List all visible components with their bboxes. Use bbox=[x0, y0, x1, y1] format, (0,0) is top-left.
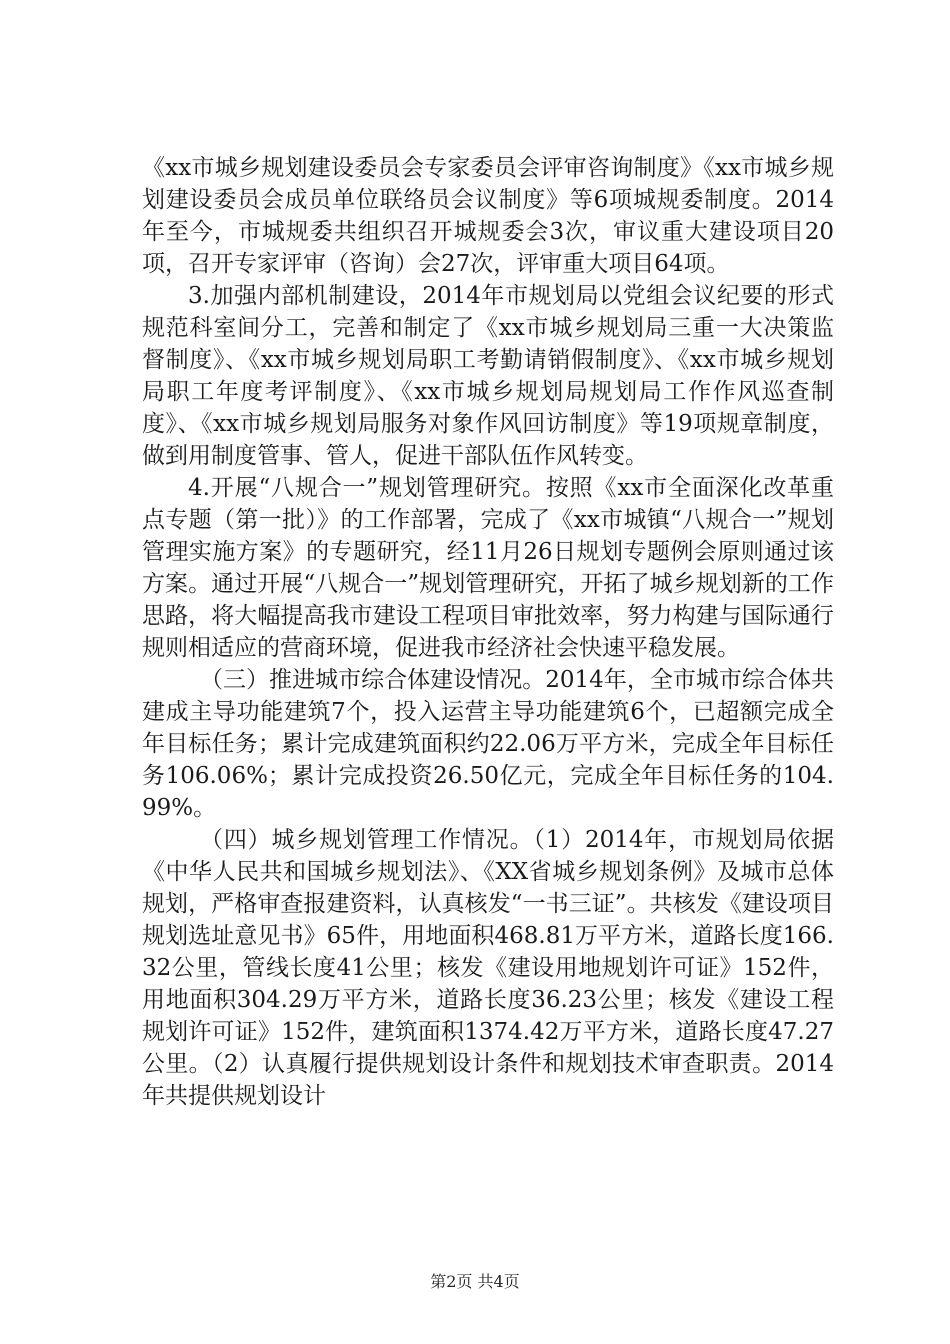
paragraph-item-4: 4.开展“八规合一”规划管理研究。按照《xx市全面深化改革重点专题（第一批）》的工作部署，完成了《xx市城镇“八规合一”规划管理实施方案》的专题研究，经11月26日规划专题例会原则通过该方案。通过开展“八规合一”规划管理研究，开拓了城乡规划新的工作思路，将大幅提高我市建设工程项目审批效率，努力构建与国际通行规则相适应的营商环境，促进我市经济社会快速平稳发展。 bbox=[142, 475, 834, 661]
paragraph-item-3: 3.加强内部机制建设，2014年市规划局以党组会议纪要的形式规范科室间分工，完善和制定了《xx市城乡规划局三重一大决策监督制度》、《xx市城乡规划局职工考勤请销假制度》、《xx市城乡规划局职工年度考评制度》、《xx市城乡规划局规划局工作作风巡查制度》、《xx市城乡规划局服务对象作风回访制度》等19项规章制度，做到用制度管事、管人，促进干部队伍作风转变。 bbox=[142, 283, 834, 469]
page-footer: 第2页 共4页 bbox=[430, 1272, 520, 1291]
paragraph-section-3: （三）推进城市综合体建设情况。2014年，全市城市综合体共建成主导功能建筑7个，投入运营主导功能建筑6个，已超额完成全年目标任务；累计完成建筑面积约22.06万平方米，完成全年目标任务106.06%；累计完成投资26.50亿元，完成全年目标任务的104.99%。 bbox=[142, 667, 834, 821]
document-body bbox=[142, 152, 834, 1112]
paragraph-continuation: 《xx市城乡规划建设委员会专家委员会评审咨询制度》《xx市城乡规划建设委员会成员单位联络员会议制度》等6项城规委制度。2014年至今，市城规委共组织召开城规委会3次，审议重大建设项目20项，召开专家评审（咨询）会27次，评审重大项目64项。 bbox=[142, 155, 834, 277]
paragraph-section-4: （四）城乡规划管理工作情况。（1）2014年，市规划局依据《中华人民共和国城乡规划法》、《XX省城乡规划条例》及城市总体规划，严格审查报建资料，认真核发“一书三证”。共核发《建设项目规划选址意见书》65件，用地面积468.81万平方米，道路长度166.32公里，管线长度41公里；核发《建设用地规划许可证》152件，用地面积304.29万平方米，道路长度36.23公里；核发《建设工程规划许可证》152件，建筑面积1374.42万平方米，道路长度47.27公里。（2）认真履行提供规划设计条件和规划技术审查职责。2014年共提供规划设计 bbox=[142, 827, 834, 1109]
